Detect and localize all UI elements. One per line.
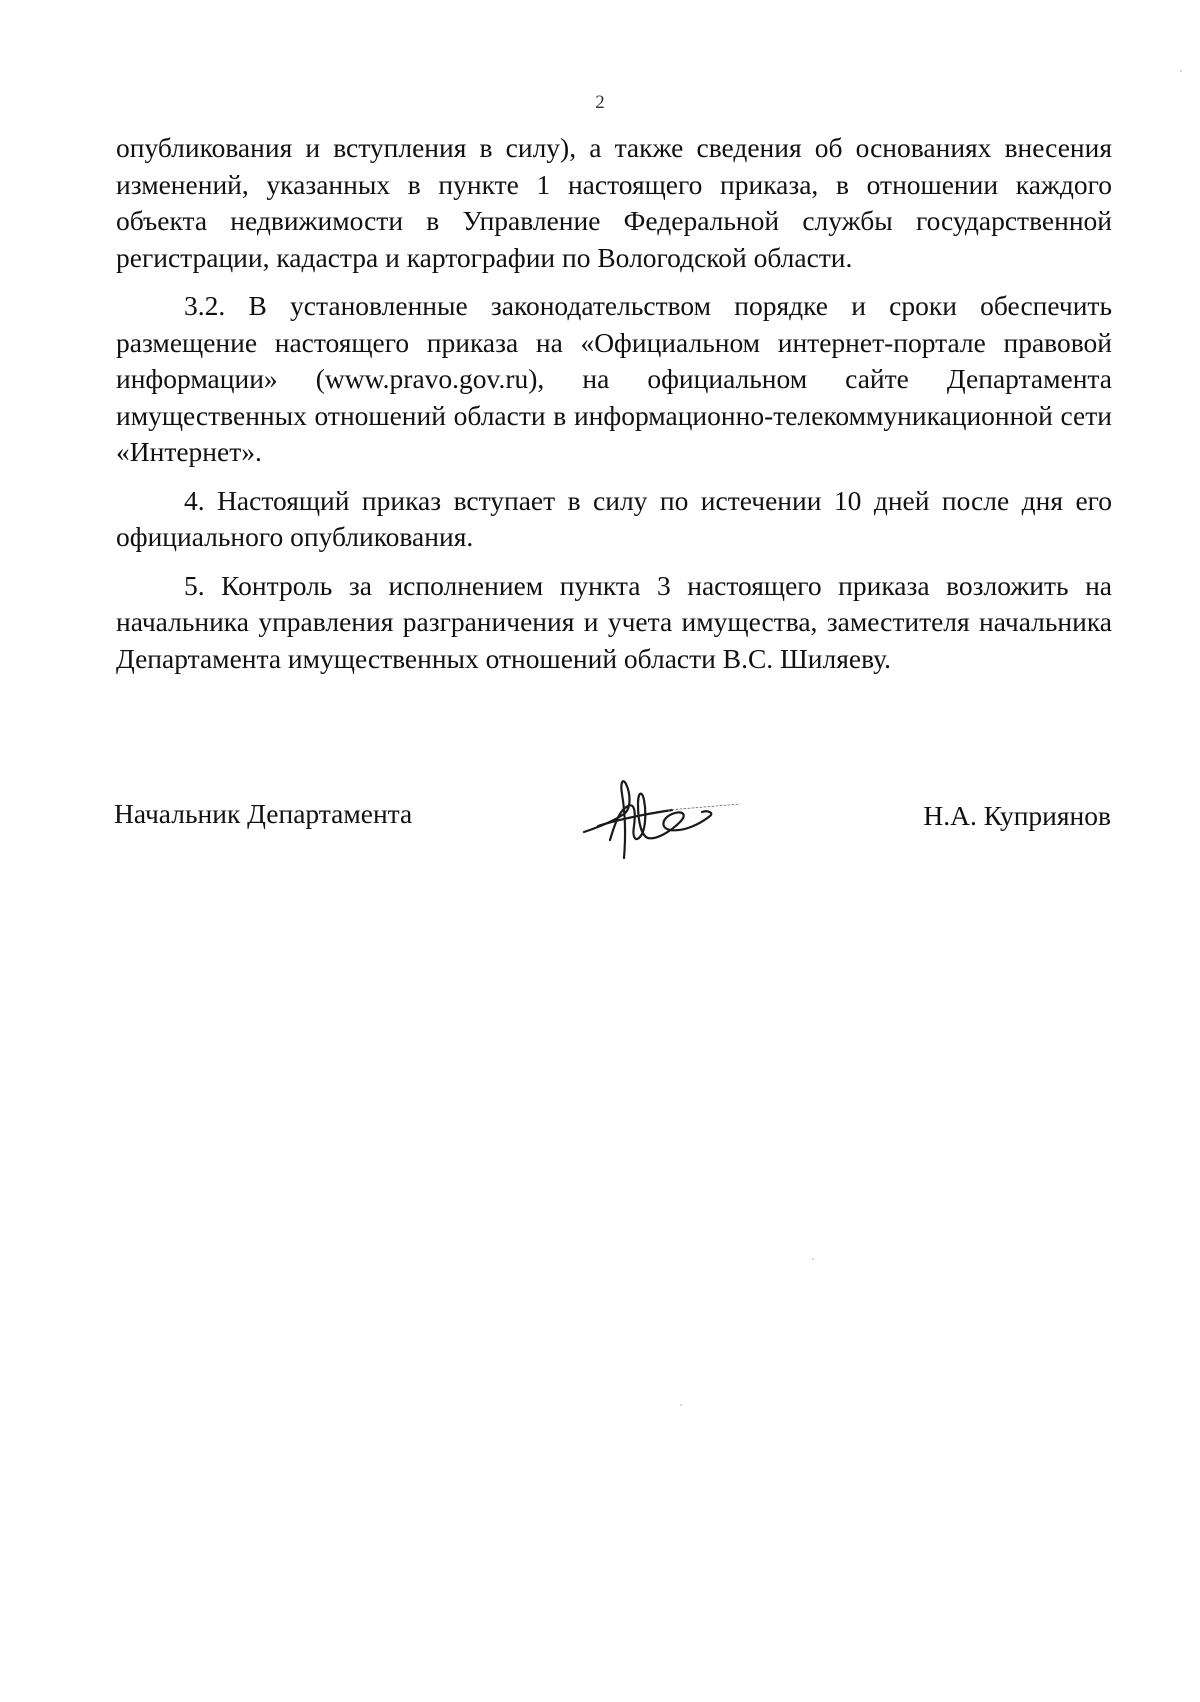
signatory-title: Начальник Департамента [114,798,413,829]
signatory-name: Н.А. Куприянов [923,800,1111,831]
paragraph-item-3-2: 3.2. В установленные законодательством порядке и сроки обеспечить размещение настоящего приказа на «Официальном интернет-портале правовой информации» (www.pravo.gov.ru), на официальном сайте Департамента имущественных отношений области в информационно-телекоммуникационной сети «Интернет». [116,290,1112,467]
handwritten-signature [576,770,746,870]
scan-speck [1180,70,1182,72]
scan-speck [812,1258,814,1260]
paragraph-item-5: 5. Контроль за исполнением пункта 3 настоящего приказа возложить на начальника управления разграничения и учета имущества, заместителя начальника Департамента имущественных отношений области В.С. Шиляеву. [116,569,1112,674]
page-number: 2 [595,92,605,113]
paragraph-continuation: опубликования и вступления в силу), а также сведения об основаниях внесения изменений, указанных в пункте 1 настоящего приказа, в отношении каждого объекта недвижимости в Управление Федеральной службы государственной регистрации, кадастра и картографии по Вологодской области. [116,132,1112,273]
document-body [116,130,1112,689]
paragraph-item-4: 4. Настоящий приказ вступает в силу по истечении 10 дней после дня его официального опубликования. [116,484,1112,552]
scan-speck [680,1404,682,1406]
